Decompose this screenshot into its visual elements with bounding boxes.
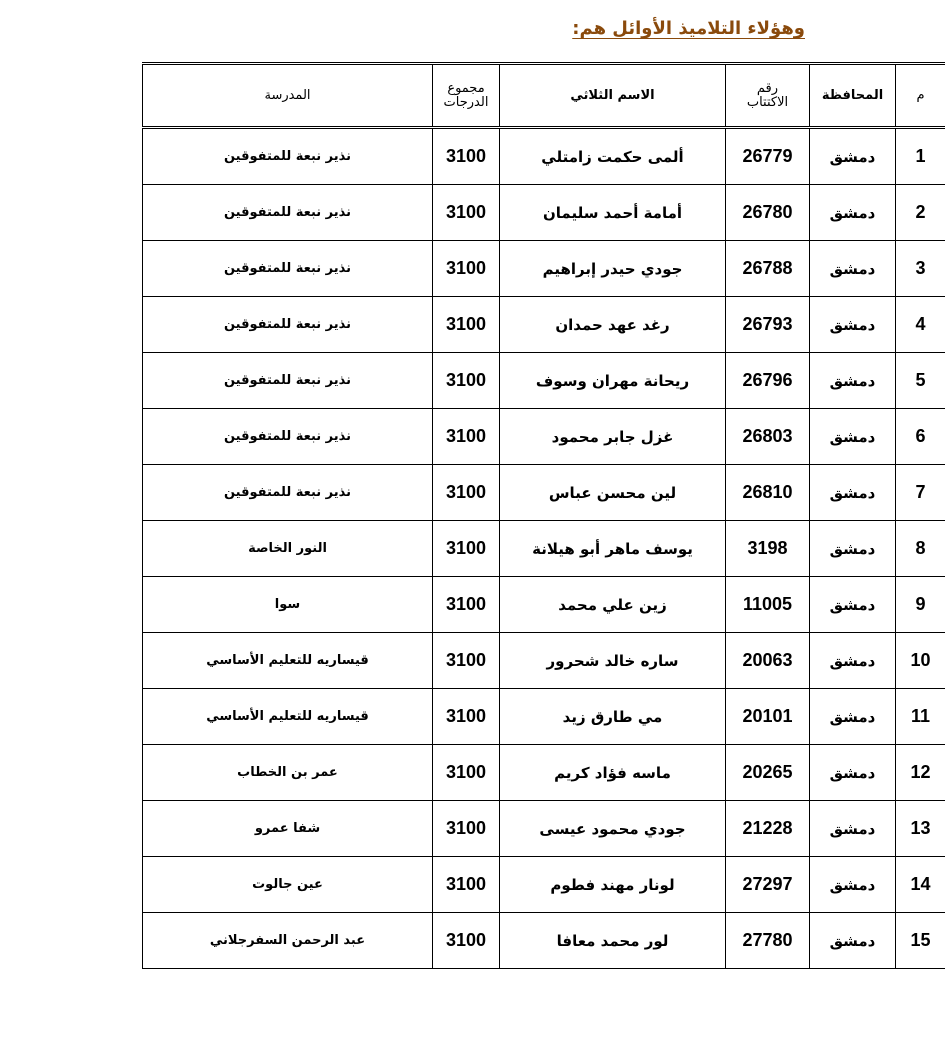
- cell-full-name: لونار مهند فطوم: [500, 857, 726, 913]
- cell-exam-number: 20063: [726, 633, 810, 689]
- cell-num: 15: [896, 913, 945, 969]
- cell-total-grades: 3100: [433, 409, 500, 465]
- header-full-name: الاسم الثلاثي: [500, 64, 726, 128]
- cell-num: 12: [896, 745, 945, 801]
- cell-school: النور الخاصة: [143, 521, 433, 577]
- table-row: [143, 857, 945, 913]
- page-heading: وهؤلاء التلاميذ الأوائل هم:: [572, 18, 805, 39]
- cell-num: 3: [896, 241, 945, 297]
- table-row: [143, 745, 945, 801]
- cell-province: دمشق: [810, 801, 896, 857]
- cell-full-name: غزل جابر محمود: [500, 409, 726, 465]
- cell-school: نذير نبعة للمتفوقين: [143, 185, 433, 241]
- cell-num: 4: [896, 297, 945, 353]
- cell-num: 5: [896, 353, 945, 409]
- cell-num: 11: [896, 689, 945, 745]
- cell-total-grades: 3100: [433, 745, 500, 801]
- table-row: [143, 353, 945, 409]
- top-students-table: [142, 62, 945, 969]
- cell-exam-number: 26793: [726, 297, 810, 353]
- cell-province: دمشق: [810, 297, 896, 353]
- cell-total-grades: 3100: [433, 857, 500, 913]
- cell-province: دمشق: [810, 857, 896, 913]
- cell-exam-number: 26788: [726, 241, 810, 297]
- cell-total-grades: 3100: [433, 801, 500, 857]
- cell-province: دمشق: [810, 465, 896, 521]
- cell-total-grades: 3100: [433, 185, 500, 241]
- cell-school: نذير نبعة للمتفوقين: [143, 353, 433, 409]
- table-row: [143, 577, 945, 633]
- cell-full-name: ساره خالد شحرور: [500, 633, 726, 689]
- cell-school: نذير نبعة للمتفوقين: [143, 465, 433, 521]
- cell-province: دمشق: [810, 185, 896, 241]
- cell-exam-number: 3198: [726, 521, 810, 577]
- cell-total-grades: 3100: [433, 913, 500, 969]
- cell-full-name: مي طارق زيد: [500, 689, 726, 745]
- cell-province: دمشق: [810, 633, 896, 689]
- cell-exam-number: 26803: [726, 409, 810, 465]
- header-total-grades: [433, 64, 500, 128]
- cell-full-name: زين علي محمد: [500, 577, 726, 633]
- cell-school: قيساريه للتعليم الأساسي: [143, 689, 433, 745]
- table-header-row: [143, 64, 945, 128]
- cell-full-name: ألمى حكمت زامتلي: [500, 128, 726, 185]
- table-row: [143, 128, 945, 185]
- cell-full-name: جودي محمود عيسى: [500, 801, 726, 857]
- cell-exam-number: 26780: [726, 185, 810, 241]
- cell-school: قيساريه للتعليم الأساسي: [143, 633, 433, 689]
- table-row: [143, 633, 945, 689]
- cell-province: دمشق: [810, 241, 896, 297]
- cell-num: 7: [896, 465, 945, 521]
- table-row: [143, 913, 945, 969]
- header-total-line1: مجموع: [447, 80, 485, 96]
- cell-total-grades: 3100: [433, 465, 500, 521]
- cell-full-name: لين محسن عباس: [500, 465, 726, 521]
- cell-school: نذير نبعة للمتفوقين: [143, 241, 433, 297]
- cell-exam-number: 21228: [726, 801, 810, 857]
- table-row: [143, 297, 945, 353]
- table-row: [143, 521, 945, 577]
- cell-total-grades: 3100: [433, 633, 500, 689]
- header-exam-number-line2: الاكتتاب: [746, 94, 789, 110]
- header-exam-number-line1: رقم: [756, 80, 779, 96]
- cell-exam-number: 20265: [726, 745, 810, 801]
- cell-num: 8: [896, 521, 945, 577]
- cell-num: 6: [896, 409, 945, 465]
- table-row: [143, 801, 945, 857]
- cell-full-name: ماسه فؤاد كريم: [500, 745, 726, 801]
- cell-province: دمشق: [810, 353, 896, 409]
- cell-province: دمشق: [810, 128, 896, 185]
- cell-total-grades: 3100: [433, 577, 500, 633]
- cell-full-name: ريحانة مهران وسوف: [500, 353, 726, 409]
- table-row: [143, 465, 945, 521]
- cell-num: 1: [896, 128, 945, 185]
- table-row: [143, 185, 945, 241]
- cell-full-name: رغد عهد حمدان: [500, 297, 726, 353]
- cell-total-grades: 3100: [433, 128, 500, 185]
- cell-school: نذير نبعة للمتفوقين: [143, 409, 433, 465]
- cell-num: 14: [896, 857, 945, 913]
- header-province: المحافظة: [810, 64, 896, 128]
- cell-province: دمشق: [810, 745, 896, 801]
- table-row: [143, 409, 945, 465]
- cell-school: عين جالوت: [143, 857, 433, 913]
- cell-full-name: يوسف ماهر أبو هيلانة: [500, 521, 726, 577]
- cell-num: 9: [896, 577, 945, 633]
- cell-school: نذير نبعة للمتفوقين: [143, 128, 433, 185]
- cell-school: عبد الرحمن السفرجلاني: [143, 913, 433, 969]
- header-total-line2: الدرجات: [443, 94, 489, 110]
- cell-total-grades: 3100: [433, 241, 500, 297]
- cell-exam-number: 26779: [726, 128, 810, 185]
- cell-full-name: جودي حيدر إبراهيم: [500, 241, 726, 297]
- cell-num: 2: [896, 185, 945, 241]
- cell-province: دمشق: [810, 689, 896, 745]
- cell-exam-number: 27780: [726, 913, 810, 969]
- cell-exam-number: 20101: [726, 689, 810, 745]
- cell-exam-number: 26796: [726, 353, 810, 409]
- cell-total-grades: 3100: [433, 689, 500, 745]
- cell-exam-number: 27297: [726, 857, 810, 913]
- cell-num: 13: [896, 801, 945, 857]
- cell-num: 10: [896, 633, 945, 689]
- cell-school: سوا: [143, 577, 433, 633]
- cell-exam-number: 26810: [726, 465, 810, 521]
- cell-province: دمشق: [810, 577, 896, 633]
- cell-full-name: لور محمد معافا: [500, 913, 726, 969]
- cell-province: دمشق: [810, 409, 896, 465]
- header-school: المدرسة: [143, 64, 433, 128]
- cell-full-name: أمامة أحمد سليمان: [500, 185, 726, 241]
- header-exam-number: [726, 64, 810, 128]
- header-num: م: [896, 64, 945, 128]
- cell-school: عمر بن الخطاب: [143, 745, 433, 801]
- cell-school: نذير نبعة للمتفوقين: [143, 297, 433, 353]
- cell-exam-number: 11005: [726, 577, 810, 633]
- cell-school: شفا عمرو: [143, 801, 433, 857]
- cell-total-grades: 3100: [433, 521, 500, 577]
- cell-province: دمشق: [810, 913, 896, 969]
- cell-total-grades: 3100: [433, 297, 500, 353]
- table-row: [143, 241, 945, 297]
- table-row: [143, 689, 945, 745]
- cell-province: دمشق: [810, 521, 896, 577]
- cell-total-grades: 3100: [433, 353, 500, 409]
